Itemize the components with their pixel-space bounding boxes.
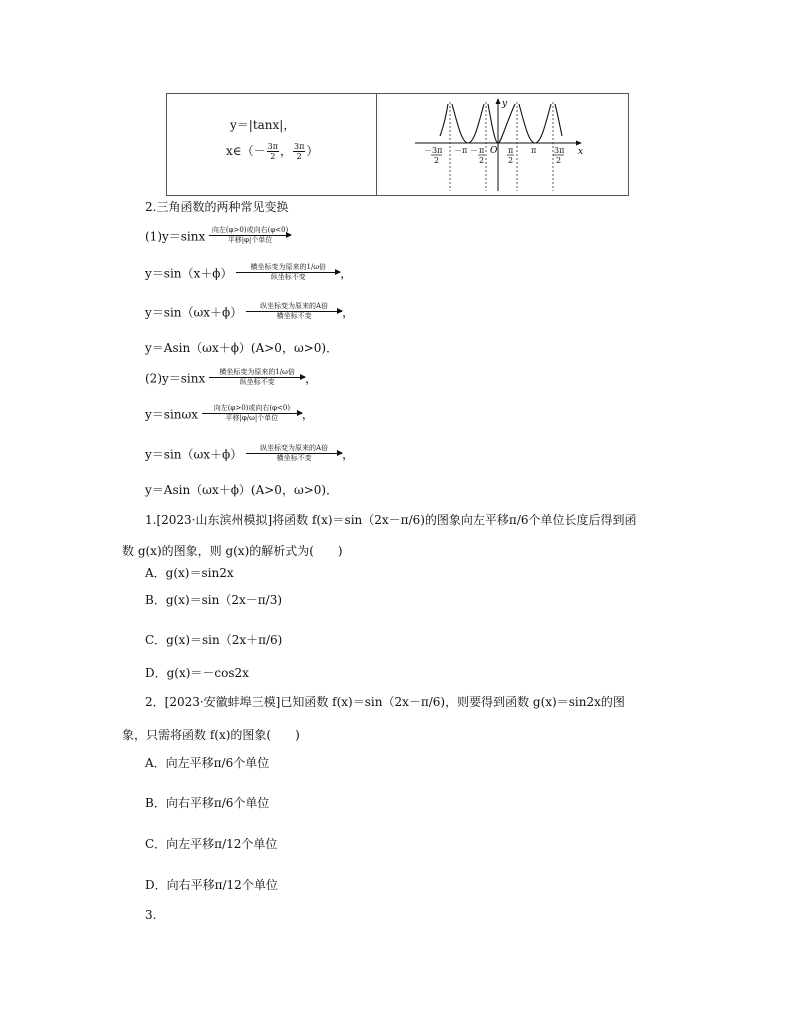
- transform1-line4: y＝Asin（ωx＋ϕ）(A>0，ω>0)．: [145, 341, 339, 355]
- svg-text:－: －: [424, 146, 432, 155]
- question2-option-d: D．向右平移π/12个单位: [145, 878, 278, 892]
- question2-option-a: A．向左平移π/6个单位: [145, 756, 270, 770]
- svg-text:3π: 3π: [432, 146, 443, 155]
- question2-stem-line1: 2．[2023·安徽蚌埠三模]已知函数 f(x)＝sin（2x－π/6)，则要得到函数 g(x)＝sin2x的图: [145, 695, 625, 709]
- svg-text:π: π: [531, 146, 537, 155]
- table-formula-line1: y＝|tanx|，: [230, 118, 296, 132]
- question1-option-b: B．g(x)＝sin（2x－π/3): [145, 593, 283, 607]
- graph-x-label: x: [578, 147, 584, 157]
- svg-text:2: 2: [434, 156, 440, 165]
- section2-title: 2.三角函数的两种常见变换: [145, 200, 289, 214]
- graph-y-label: y: [502, 99, 508, 109]
- svg-text:2: 2: [556, 156, 562, 165]
- transform1-line1: (1)y＝sinx 向左(φ>0)或向右(φ<0) 平移|φ|个单位: [145, 226, 291, 248]
- question1-option-d: D．g(x)＝－cos2x: [145, 666, 249, 680]
- question2-option-c: C．向左平移π/12个单位: [145, 837, 278, 851]
- transform2-line1: (2)y＝sinx 横坐标变为原来的1/ω倍 纵坐标不变 ，: [145, 368, 318, 386]
- question1-option-c: C．g(x)＝sin（2x＋π/6): [145, 633, 283, 647]
- svg-text:－: －: [470, 146, 478, 155]
- abs-tan-graph: [410, 96, 590, 194]
- question1-option-a: A．g(x)＝sin2x: [145, 566, 234, 580]
- svg-text:3π: 3π: [554, 146, 565, 155]
- question1-stem-line1: 1.[2023·山东滨州模拟]将函数 f(x)＝sin（2x－π/6)的图象向左平移π/6个单位长度后得到函: [145, 513, 637, 527]
- svg-text:π: π: [508, 146, 514, 155]
- transform2-line4: y＝Asin（ωx＋ϕ）(A>0，ω>0)．: [145, 483, 339, 497]
- svg-text:－π: －π: [454, 146, 468, 155]
- question2-stem-line2: 象，只需将函数 f(x)的图象( ): [122, 728, 300, 742]
- transform1-line2: y＝sin（x＋ϕ） 横坐标变为原来的1/ω倍 纵坐标不变 ，: [145, 263, 353, 281]
- table-formula-line2: x∈（－ $\frac{3\pi}{2}$ ， $\frac{3\pi}{2}$ ）: [226, 142, 319, 161]
- graph-origin-label: O: [490, 146, 498, 156]
- svg-text:π: π: [479, 146, 485, 155]
- question3-label: 3.: [145, 908, 157, 922]
- svg-text:2: 2: [479, 156, 485, 165]
- question2-option-b: B．向右平移π/6个单位: [145, 796, 270, 810]
- svg-text:2: 2: [508, 156, 514, 165]
- transform2-line3: y＝sin（ωx＋ϕ） 纵坐标变为原来的A倍 横坐标不变 ，: [145, 444, 355, 462]
- question1-stem-line2: 数 g(x)的图象，则 g(x)的解析式为( ): [122, 544, 343, 558]
- transform1-line3: y＝sin（ωx＋ϕ） 纵坐标变为原来的A倍 横坐标不变 ，: [145, 302, 355, 320]
- transform2-line2: y＝sinωx 向左(φ>0)或向右(φ<0) 平移|φ/ω|个单位 ，: [145, 404, 314, 422]
